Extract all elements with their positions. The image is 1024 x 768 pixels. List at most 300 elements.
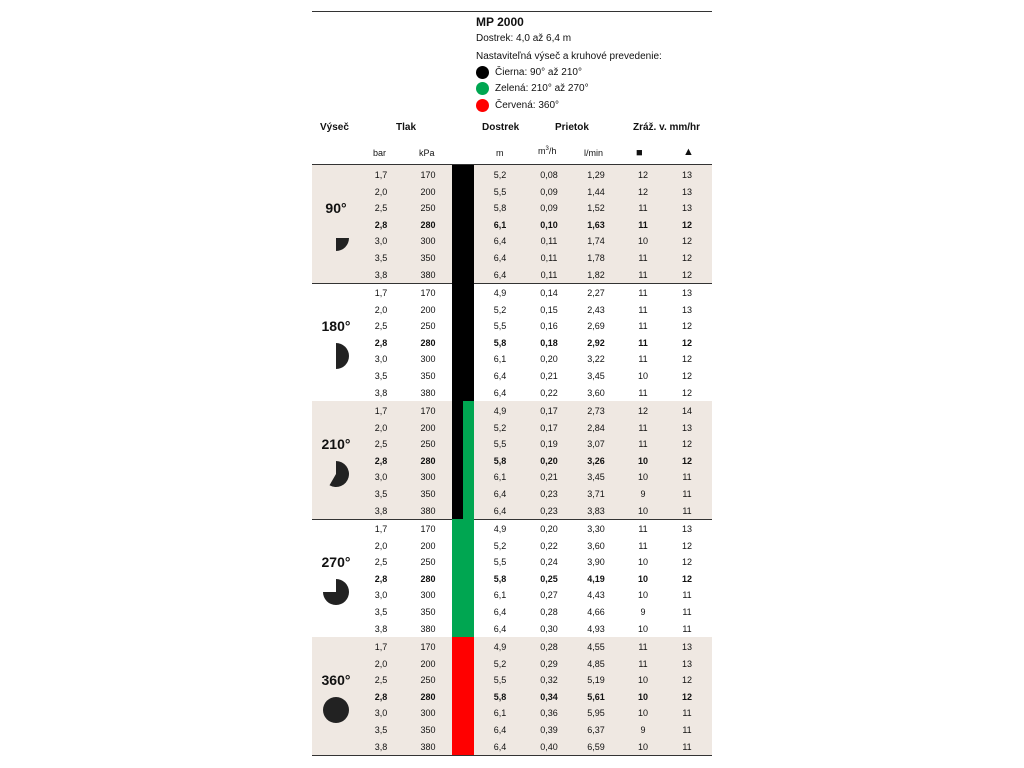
pressure-bar: 2,5 — [374, 321, 388, 332]
table-row — [312, 420, 712, 437]
flow-m3h: 0,21 — [540, 371, 558, 381]
precip-square: 11 — [638, 387, 648, 398]
flow-lmin: 1,63 — [587, 219, 605, 230]
sector-group — [312, 637, 712, 755]
legend-label: Zelená: 210° až 270° — [495, 83, 589, 94]
precip-square: 11 — [638, 540, 648, 551]
throw-m: 6,1 — [493, 354, 507, 365]
pressure-bar: 1,7 — [374, 406, 388, 416]
precip-square: 9 — [640, 489, 646, 499]
pressure-kpa: 380 — [420, 623, 436, 634]
throw-m: 5,5 — [493, 557, 507, 568]
throw-m: 6,4 — [493, 269, 507, 280]
flow-m3h: 0,08 — [540, 170, 558, 180]
throw-m: 5,8 — [493, 691, 507, 702]
precip-square: 11 — [638, 321, 648, 332]
pressure-bar: 3,5 — [374, 725, 388, 735]
flow-m3h: 0,16 — [540, 321, 558, 332]
legend-label: Čierna: 90° až 210° — [495, 67, 582, 78]
flow-m3h: 0,23 — [540, 489, 558, 499]
precip-triangle: 11 — [682, 472, 692, 483]
flow-m3h: 0,40 — [540, 741, 558, 752]
table-row — [312, 200, 712, 217]
table-row — [312, 469, 712, 486]
flow-m3h: 0,27 — [540, 590, 558, 601]
table-row — [312, 571, 712, 588]
flow-lmin: 2,43 — [587, 304, 605, 315]
precip-square: 11 — [638, 288, 648, 298]
precip-square: 10 — [637, 623, 648, 634]
header-sector: Výseč — [320, 122, 349, 133]
precip-square: 11 — [638, 253, 648, 263]
pressure-kpa: 170 — [420, 288, 436, 298]
table-row — [312, 587, 712, 604]
pressure-bar: 3,5 — [374, 371, 388, 381]
precip-square: 10 — [637, 236, 648, 247]
sector-angle-label: 270° — [321, 554, 351, 570]
flow-lmin: 4,66 — [587, 607, 605, 617]
throw-m: 6,1 — [493, 219, 507, 230]
throw-m: 6,4 — [493, 505, 507, 516]
throw-m: 5,8 — [493, 203, 507, 214]
flow-lmin: 5,61 — [587, 691, 605, 702]
precip-square: 10 — [637, 557, 648, 568]
sector-group — [312, 519, 712, 637]
throw-m: 6,1 — [493, 590, 507, 601]
throw-m: 4,9 — [493, 642, 507, 652]
flow-m3h: 0,22 — [540, 540, 558, 551]
flow-lmin: 5,19 — [587, 675, 605, 686]
flow-m3h: 0,11 — [540, 253, 558, 263]
unit-m3-base: m — [538, 146, 546, 156]
flow-m3h: 0,32 — [540, 675, 558, 686]
throw-m: 5,2 — [493, 304, 507, 315]
precip-square: 11 — [638, 658, 648, 669]
throw-m: 5,2 — [493, 540, 507, 551]
throw-m: 6,4 — [493, 387, 507, 398]
precip-square: 11 — [638, 203, 648, 214]
throw-m: 5,8 — [493, 337, 507, 348]
pressure-kpa: 200 — [420, 304, 436, 315]
table-row — [312, 318, 712, 335]
pressure-kpa: 380 — [420, 741, 436, 752]
red-dot-icon — [476, 99, 489, 112]
unit-kpa: kPa — [419, 148, 435, 158]
pressure-kpa: 350 — [420, 371, 436, 381]
flow-lmin: 4,19 — [587, 573, 605, 584]
flow-lmin: 1,74 — [587, 236, 605, 247]
table-row — [312, 739, 712, 756]
throw-m: 6,4 — [493, 607, 507, 617]
flow-m3h: 0,11 — [540, 236, 558, 247]
pressure-kpa: 200 — [420, 658, 436, 669]
pressure-kpa: 250 — [420, 439, 436, 450]
flow-lmin: 2,92 — [587, 337, 605, 348]
precip-square: 10 — [637, 590, 648, 601]
precip-square: 11 — [638, 219, 648, 230]
flow-lmin: 3,90 — [587, 557, 605, 568]
precip-square: 9 — [640, 607, 646, 617]
pressure-bar: 2,0 — [374, 304, 388, 315]
pressure-bar: 2,5 — [374, 675, 388, 686]
pressure-kpa: 380 — [420, 387, 436, 398]
top-rule — [312, 11, 712, 12]
pressure-kpa: 250 — [420, 675, 436, 686]
sector-angle-label: 180° — [321, 318, 351, 334]
pressure-bar: 3,0 — [374, 708, 388, 719]
pressure-bar: 1,7 — [374, 524, 388, 534]
header-flow: Prietok — [555, 122, 589, 133]
pressure-bar: 3,5 — [374, 607, 388, 617]
flow-lmin: 3,26 — [587, 455, 605, 466]
precip-square: 10 — [637, 675, 648, 686]
throw-m: 5,5 — [493, 321, 507, 332]
pressure-kpa: 300 — [420, 472, 436, 483]
table-row — [312, 453, 712, 470]
precip-triangle: 12 — [681, 236, 692, 247]
flow-lmin: 4,85 — [587, 658, 605, 669]
precip-square: 10 — [637, 505, 648, 516]
flow-lmin: 5,95 — [587, 708, 605, 719]
table-row — [312, 217, 712, 234]
precip-triangle: 13 — [681, 203, 692, 214]
flow-m3h: 0,18 — [540, 337, 558, 348]
flow-lmin: 2,84 — [587, 422, 605, 433]
pressure-bar: 2,8 — [374, 219, 388, 230]
precip-square: 12 — [637, 170, 648, 180]
pressure-kpa: 170 — [420, 170, 436, 180]
flow-lmin: 4,55 — [587, 642, 605, 652]
pressure-kpa: 380 — [420, 505, 436, 516]
precip-triangle: 11 — [682, 741, 692, 752]
precip-triangle: 11 — [682, 590, 692, 601]
table-row — [312, 403, 712, 420]
pressure-bar: 2,5 — [374, 203, 388, 214]
flow-lmin: 1,78 — [587, 253, 605, 263]
unit-m3-tail: /h — [548, 146, 557, 156]
flow-m3h: 0,14 — [540, 288, 558, 298]
throw-m: 5,2 — [493, 658, 507, 669]
flow-lmin: 2,69 — [587, 321, 605, 332]
flow-lmin: 3,45 — [587, 371, 605, 381]
pressure-kpa: 280 — [420, 219, 436, 230]
flow-lmin: 3,60 — [587, 387, 605, 398]
table-row — [312, 604, 712, 621]
unit-m3h — [538, 146, 556, 156]
flow-lmin: 4,43 — [587, 590, 605, 601]
throw-m: 5,2 — [493, 170, 507, 180]
flow-lmin: 3,83 — [587, 505, 605, 516]
header-throw: Dostrek — [482, 122, 520, 133]
precip-triangle: 12 — [681, 439, 692, 450]
flow-lmin: 1,44 — [587, 186, 605, 197]
flow-lmin: 3,07 — [587, 439, 605, 450]
table-row — [312, 521, 712, 538]
throw-m: 5,8 — [493, 573, 507, 584]
throw-m: 4,9 — [493, 288, 507, 298]
precip-triangle: 11 — [682, 505, 692, 516]
pressure-kpa: 300 — [420, 236, 436, 247]
pressure-kpa: 280 — [420, 337, 436, 348]
pressure-bar: 1,7 — [374, 642, 388, 652]
precip-square: 10 — [637, 573, 648, 584]
pressure-bar: 3,0 — [374, 236, 388, 247]
table-row — [312, 167, 712, 184]
pressure-kpa: 170 — [420, 642, 436, 652]
precip-square: 9 — [640, 725, 646, 735]
precip-triangle: 13 — [681, 422, 692, 433]
precip-triangle: 12 — [681, 691, 692, 702]
flow-m3h: 0,15 — [540, 304, 558, 315]
flow-m3h: 0,34 — [540, 691, 558, 702]
throw-m: 4,9 — [493, 524, 507, 534]
throw-m: 6,1 — [493, 472, 507, 483]
table-row — [312, 621, 712, 638]
pressure-bar: 2,0 — [374, 422, 388, 433]
throw-range: Dostrek: 4,0 až 6,4 m — [476, 33, 572, 44]
flow-lmin: 6,59 — [587, 741, 605, 752]
pressure-bar: 2,8 — [374, 337, 388, 348]
pressure-kpa: 300 — [420, 354, 436, 365]
flow-m3h: 0,11 — [540, 269, 558, 280]
pressure-kpa: 170 — [420, 524, 436, 534]
precip-triangle: 11 — [682, 725, 692, 735]
pressure-kpa: 380 — [420, 269, 436, 280]
table-row — [312, 486, 712, 503]
precip-square: 11 — [638, 269, 648, 280]
throw-m: 6,1 — [493, 708, 507, 719]
product-title: MP 2000 — [476, 15, 524, 29]
precip-triangle: 11 — [682, 623, 692, 634]
flow-m3h: 0,28 — [540, 607, 558, 617]
pressure-kpa: 250 — [420, 557, 436, 568]
flow-m3h: 0,28 — [540, 642, 558, 652]
table-row — [312, 233, 712, 250]
pressure-kpa: 350 — [420, 489, 436, 499]
precip-square: 11 — [638, 337, 648, 348]
precip-triangle: 12 — [681, 337, 692, 348]
throw-m: 6,4 — [493, 371, 507, 381]
throw-m: 6,4 — [493, 236, 507, 247]
pressure-bar: 2,0 — [374, 658, 388, 669]
pressure-bar: 3,5 — [374, 253, 388, 263]
flow-m3h: 0,29 — [540, 658, 558, 669]
table-row — [312, 436, 712, 453]
precip-triangle: 13 — [681, 288, 692, 298]
flow-m3h: 0,30 — [540, 623, 558, 634]
table-row — [312, 672, 712, 689]
flow-m3h: 0,17 — [540, 406, 558, 416]
pressure-kpa: 250 — [420, 203, 436, 214]
precip-triangle: 12 — [681, 573, 692, 584]
header-precip: Zráž. v. mm/hr — [633, 122, 701, 133]
precip-square: 11 — [638, 524, 648, 534]
precip-triangle: 12 — [681, 354, 692, 365]
pressure-bar: 3,8 — [374, 387, 388, 398]
legend-item-red — [476, 99, 559, 112]
flow-lmin: 3,30 — [587, 524, 605, 534]
sector-group — [312, 401, 712, 519]
precip-square: 10 — [637, 472, 648, 483]
precip-square: 11 — [638, 439, 648, 450]
table-row — [312, 302, 712, 319]
table-row — [312, 689, 712, 706]
flow-lmin: 1,82 — [587, 269, 605, 280]
table-row — [312, 267, 712, 284]
throw-m: 6,4 — [493, 253, 507, 263]
legend-item-green — [476, 82, 589, 95]
precip-triangle: 13 — [681, 524, 692, 534]
precip-square: 10 — [637, 455, 648, 466]
flow-m3h: 0,25 — [540, 573, 558, 584]
pressure-bar: 3,0 — [374, 472, 388, 483]
pressure-bar: 2,8 — [374, 455, 388, 466]
table-row — [312, 285, 712, 302]
flow-lmin: 1,52 — [587, 203, 605, 214]
flow-m3h: 0,21 — [540, 472, 558, 483]
sector-group — [312, 283, 712, 401]
throw-m: 6,4 — [493, 623, 507, 634]
square-icon: ■ — [636, 147, 643, 159]
pressure-bar: 2,0 — [374, 186, 388, 197]
flow-lmin: 3,60 — [587, 540, 605, 551]
pressure-bar: 2,5 — [374, 557, 388, 568]
table-row — [312, 385, 712, 402]
pressure-bar: 3,5 — [374, 489, 388, 499]
table-row — [312, 184, 712, 201]
table-row — [312, 250, 712, 267]
precip-triangle: 12 — [681, 371, 692, 381]
pressure-bar: 3,8 — [374, 505, 388, 516]
precip-triangle: 13 — [681, 304, 692, 315]
unit-lmin: l/min — [584, 148, 604, 158]
precip-triangle: 13 — [681, 186, 692, 197]
pressure-bar: 3,8 — [374, 623, 388, 634]
table-row — [312, 639, 712, 656]
flow-m3h: 0,09 — [540, 186, 558, 197]
flow-lmin: 4,93 — [587, 623, 605, 634]
throw-m: 6,4 — [493, 489, 507, 499]
pressure-kpa: 350 — [420, 725, 436, 735]
precip-square: 10 — [637, 741, 648, 752]
unit-bar: bar — [373, 148, 387, 158]
pressure-kpa: 170 — [420, 406, 436, 416]
precip-square: 11 — [638, 422, 648, 433]
throw-m: 5,5 — [493, 186, 507, 197]
throw-m: 6,4 — [493, 725, 507, 735]
pressure-bar: 2,8 — [374, 573, 388, 584]
flow-m3h: 0,24 — [540, 557, 558, 568]
pressure-bar: 2,8 — [374, 691, 388, 702]
precip-triangle: 13 — [681, 658, 692, 669]
throw-m: 5,5 — [493, 439, 507, 450]
sector-angle-label: 90° — [325, 200, 347, 216]
pressure-bar: 1,7 — [374, 170, 388, 180]
legend-item-black — [476, 66, 582, 79]
precip-triangle: 11 — [682, 708, 692, 719]
table-row — [312, 554, 712, 571]
flow-lmin: 3,45 — [587, 472, 605, 483]
pressure-bar: 3,0 — [374, 590, 388, 601]
unit-m3-exp: 3 — [545, 146, 549, 152]
table-row — [312, 705, 712, 722]
table-row — [312, 351, 712, 368]
unit-m: m — [496, 148, 504, 158]
header-pressure: Tlak — [396, 122, 417, 133]
green-dot-icon — [476, 82, 489, 95]
table-row — [312, 722, 712, 739]
precip-triangle: 12 — [681, 321, 692, 332]
precip-triangle: 13 — [681, 642, 692, 652]
flow-m3h: 0,39 — [540, 725, 558, 735]
precip-square: 11 — [638, 642, 648, 652]
flow-m3h: 0,20 — [540, 524, 558, 534]
legend-label: Červená: 360° — [495, 100, 560, 111]
flow-m3h: 0,20 — [540, 455, 558, 466]
pressure-kpa: 200 — [420, 186, 436, 197]
precip-triangle: 14 — [681, 406, 692, 416]
table-row — [312, 368, 712, 385]
precip-triangle: 12 — [681, 269, 692, 280]
divider — [312, 755, 712, 756]
precip-triangle: 13 — [681, 170, 692, 180]
sector-angle-label: 360° — [321, 672, 351, 688]
flow-m3h: 0,23 — [540, 505, 558, 516]
table-row — [312, 335, 712, 352]
adjustment-note: Nastaviteľná výseč a kruhové prevedenie: — [476, 51, 662, 62]
triangle-icon: ▲ — [683, 146, 694, 158]
pressure-bar: 3,0 — [374, 354, 388, 365]
pressure-kpa: 200 — [420, 540, 436, 551]
precip-triangle: 11 — [682, 489, 692, 499]
precip-square: 10 — [637, 691, 648, 702]
flow-m3h: 0,36 — [540, 708, 558, 719]
flow-m3h: 0,22 — [540, 387, 558, 398]
pressure-kpa: 300 — [420, 708, 436, 719]
precip-square: 12 — [637, 186, 648, 197]
table-row — [312, 656, 712, 673]
sector-angle-label: 210° — [321, 436, 351, 452]
flow-m3h: 0,20 — [540, 354, 558, 365]
pressure-bar: 2,5 — [374, 439, 388, 450]
flow-lmin: 2,73 — [587, 406, 605, 416]
flow-m3h: 0,17 — [540, 422, 558, 433]
throw-m: 5,8 — [493, 455, 507, 466]
precip-triangle: 12 — [681, 253, 692, 263]
pressure-kpa: 250 — [420, 321, 436, 332]
table-row — [312, 538, 712, 555]
pressure-bar: 1,7 — [374, 288, 388, 298]
pressure-kpa: 280 — [420, 573, 436, 584]
precip-triangle: 12 — [681, 557, 692, 568]
sector-group — [312, 165, 712, 283]
precip-triangle: 12 — [681, 675, 692, 686]
flow-m3h: 0,10 — [540, 219, 558, 230]
pressure-kpa: 280 — [420, 455, 436, 466]
pressure-kpa: 300 — [420, 590, 436, 601]
pressure-kpa: 200 — [420, 422, 436, 433]
precip-triangle: 12 — [681, 219, 692, 230]
flow-lmin: 2,27 — [587, 288, 605, 298]
precip-square: 12 — [637, 406, 648, 416]
precip-square: 11 — [638, 304, 648, 315]
pressure-bar: 3,8 — [374, 269, 388, 280]
table-row — [312, 503, 712, 520]
pressure-bar: 3,8 — [374, 741, 388, 752]
pressure-kpa: 350 — [420, 607, 436, 617]
throw-m: 4,9 — [493, 406, 507, 416]
flow-m3h: 0,09 — [540, 203, 558, 214]
